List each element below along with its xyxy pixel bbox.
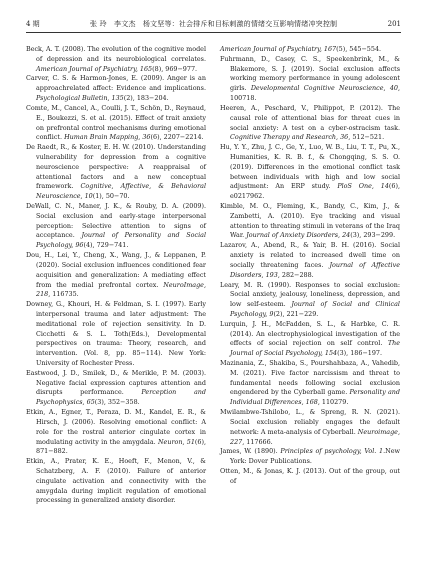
reference-pre: Downey, G., Khouri, H. & Feldman, S. I. (1997). Early interpersonal trauma and later adjustment: The meditational role of rejection sensitivity. In D. Cicchetti & S. L. Toth(Eds.), Developmental perspectives on trauma: Theory, research, and intervention. (Vol. 8, pp. 85−114). New York: University of Rochester Press.	[26, 300, 206, 367]
reference-journal: Journal of Anxiety Disorders, 24	[246, 231, 351, 240]
reference-entry	[220, 45, 400, 55]
references-right-column	[220, 45, 400, 506]
reference-journal: Cognitive Therapy and Research, 36	[230, 133, 349, 142]
reference-pre: Hu, Y. Y., Zhu, J. C., Ge, Y., Luo, W. B., Liu, T. T., Pu, X., Humanities, K. R. B. f., & Chongqing, S. S. O. (2019). Differences in the emotional conflict task between individuals with high and low social adjustment: An ERP study.	[220, 143, 400, 191]
reference-entry	[26, 300, 206, 369]
reference-journal: PloS One, 14	[337, 182, 389, 191]
reference-pre: Lazarov, A., Abend, R., & Yair, B. H. (2016). Social anxiety is related to increased dwell time on socially threatening faces.	[220, 241, 400, 269]
reference-post: , 117666.	[242, 437, 273, 446]
reference-journal: Human Brain Mapping, 36	[64, 133, 151, 142]
reference-journal: American Journal of Psychiatry, 165	[36, 64, 153, 73]
reference-pre: Lurquin, J. H., McFadden, S. L., & Harbke, C. R. (2014). An electrophysiological investigation of the effects of social rejection on self control.	[220, 319, 400, 348]
reference-pre: Carver, C. S. & Harmon-Jones, E. (2009). Anger is an approachrelated affect: Evidence and implications.	[26, 74, 206, 93]
reference-post: (3), 352−358.	[94, 398, 140, 407]
reference-pre: Dou, H., Lei, Y., Cheng, X., Wang, J., & Leppanen, P. (2020). Social exclusion influences conditioned fear acquisition and generalization: A mediating effect from the medial prefrontal cortex.	[26, 251, 206, 289]
reference-entry	[26, 45, 206, 74]
reference-entry	[220, 320, 400, 359]
reference-journal: Personality and Individual Differences, 168	[230, 388, 401, 407]
reference-entry	[220, 408, 400, 447]
reference-entry	[220, 467, 400, 487]
reference-post: , 512−521.	[348, 133, 385, 142]
reference-post: (2), 183−204.	[123, 94, 169, 103]
references-body	[26, 45, 401, 506]
references-left-column	[26, 45, 206, 506]
reference-pre: Fuhrmann, D., Casey, C. S., Speekenbrink, M., & Blakemore, S. J. (2019). Social exclusion affects working memory performance in young adolescent girls.	[220, 54, 400, 93]
reference-pre: Kimble, M. O., Fleming, K., Bandy, C., Kim, J., & Zambetti, A. (2010). Eye tracking and visual attention to threating stimuli in veterans of the Iraq War.	[220, 202, 400, 240]
reference-post: (6), 871−882.	[36, 437, 207, 456]
reference-post: , 116735.	[48, 290, 79, 299]
reference-journal: Psychological Bulletin, 135	[36, 94, 124, 103]
reference-post: (3), 186−197.	[337, 349, 383, 358]
reference-journal: American Journal of Psychiatry, 167	[220, 45, 337, 53]
reference-entry	[26, 457, 206, 506]
reference-journal: Cognitive, Affective, & Behavioral Neuroscience, 10	[36, 182, 206, 201]
reference-entry	[220, 143, 400, 202]
reference-post: (1), 50−70.	[92, 192, 130, 201]
reference-entry	[220, 359, 400, 408]
reference-pre: Eastwood, J. D., Smilek, D., & Merikle, P. M. (2003). Negative facial expression captures attention and disrupts performance.	[26, 368, 206, 397]
reference-pre: Leary, M. R. (1990). Responses to social exclusion: Social anxiety, jealousy, loneliness, depression, and low self-esteem.	[220, 280, 400, 309]
reference-journal: Perception and Psychophysics, 65	[36, 388, 206, 407]
reference-post: (3), 293−299.	[350, 231, 396, 240]
reference-post: .New York: Dover Publications.	[230, 447, 400, 466]
reference-post: , 110279.	[317, 398, 349, 407]
reference-entry	[220, 447, 400, 467]
reference-entry	[220, 202, 400, 241]
reference-entry	[220, 241, 400, 280]
reference-entry	[26, 143, 206, 202]
reference-entry	[26, 408, 206, 457]
reference-post: , 100718.	[230, 84, 401, 103]
reference-entry	[220, 104, 400, 143]
reference-entry	[26, 202, 206, 251]
reference-entry	[26, 369, 206, 408]
reference-entry	[220, 55, 400, 104]
reference-pre: Heeren, A., Peschard, V., Philippot, P. (2012). The causal role of attentional bias for threat cues in social anxiety: A test on a cyber-ostracism task.	[220, 103, 400, 132]
reference-post: (2), 221−229.	[273, 309, 319, 318]
reference-entry	[26, 74, 206, 103]
reference-pre: James, W. (1890).	[220, 447, 281, 456]
reference-journal: NeuroImage, 218	[36, 280, 206, 299]
reference-pre: Beck, A. T. (2008). The evolution of the cognitive model of depression and its neurobiological correlates.	[26, 45, 206, 63]
reference-entry	[26, 251, 206, 300]
reference-journal: Journal of Social and Clinical Psychology, 9	[230, 300, 400, 318]
reference-pre: Etkin, A., Egner, T., Peraza, D. M., Kandel, E. R., & Hirsch, J. (2006). Resolving emotional conflict: A role for the rostral anterior cingulate cortex in modulating activity in the amygdala.	[26, 408, 206, 446]
reference-journal: The Journal of Social Psychology, 154	[230, 339, 400, 358]
reference-post: (6), e0217962.	[230, 182, 400, 201]
reference-post: (8), 969−977.	[152, 64, 198, 73]
reference-pre: Comte, M., Cancel, A., Coulli, J. T., Schön, D., Reynaud, E., Boukezzi, S. et al. (2015). Effect of trait anxiety on prefrontal control mechanisms during emotional conflict.	[26, 103, 206, 142]
reference-journal: Principles of psychology, Vol. 1	[280, 447, 384, 456]
reference-journal: Neuron, 51	[157, 437, 195, 446]
reference-post: , 282−288.	[277, 270, 314, 279]
reference-journal: Journal of Personality and Social Psychology, 96	[36, 231, 206, 250]
reference-post: (5), 545−554.	[336, 45, 382, 53]
reference-journal: Journal of Affective Disorders, 193	[230, 260, 400, 279]
reference-pre: DeWall, C. N., Maner, J. K., & Rouby, D. A. (2009). Social exclusion and early-stage interpersonal perception: Selective attention to signs of acceptance.	[26, 202, 206, 240]
reference-pre: Otten, M., & Jonas, K. J. (2013). Out of the group, out of	[220, 466, 400, 485]
running-header	[26, 20, 401, 33]
reference-pre: Mazinania, Z., Shakiba, S., Pourshahbaza, A., Vahedib, M. (2021). Five factor narcissism and threat to fundamental needs following social exclusion engendered by the Cyberball game.	[220, 359, 400, 397]
reference-journal: Neuroimage, 227	[230, 427, 400, 446]
reference-post: (4), 729−741.	[83, 241, 129, 250]
reference-post: (6), 2207−2214.	[150, 133, 204, 142]
reference-pre: Mwilambwe-Tshilobo, L., & Spreng, R. N. (2021). Social exclusion reliably engages the default network: A meta-analysis of Cyberball.	[220, 408, 400, 436]
reference-pre: Etkin, A., Prater, K. E., Hoeft, F., Menon, V., & Schatzberg, A. F. (2010). Failure of anterior cingulate activation and connectivity with the amygdala during implicit regulation of emotional processing in generalized anxiety disorder.	[26, 457, 206, 505]
page-number: 201	[387, 20, 401, 28]
reference-entry	[26, 104, 206, 143]
reference-journal: Developmental Cognitive Neuroscience, 40	[250, 84, 398, 93]
issue-number: 4 期	[26, 20, 40, 28]
running-title: 张 玲 李文杰 杨文坚等：社会排斥和目标刺激的情绪交互影响情绪冲突控制	[90, 20, 338, 28]
reference-pre: De Raedt, R., & Koster, E. H. W. (2010). Understanding vulnerability for depression from a cognitive neuroscience perspective: A reappraisal of attentional factors and a new conceptual framework.	[26, 143, 206, 191]
reference-entry	[220, 281, 400, 320]
